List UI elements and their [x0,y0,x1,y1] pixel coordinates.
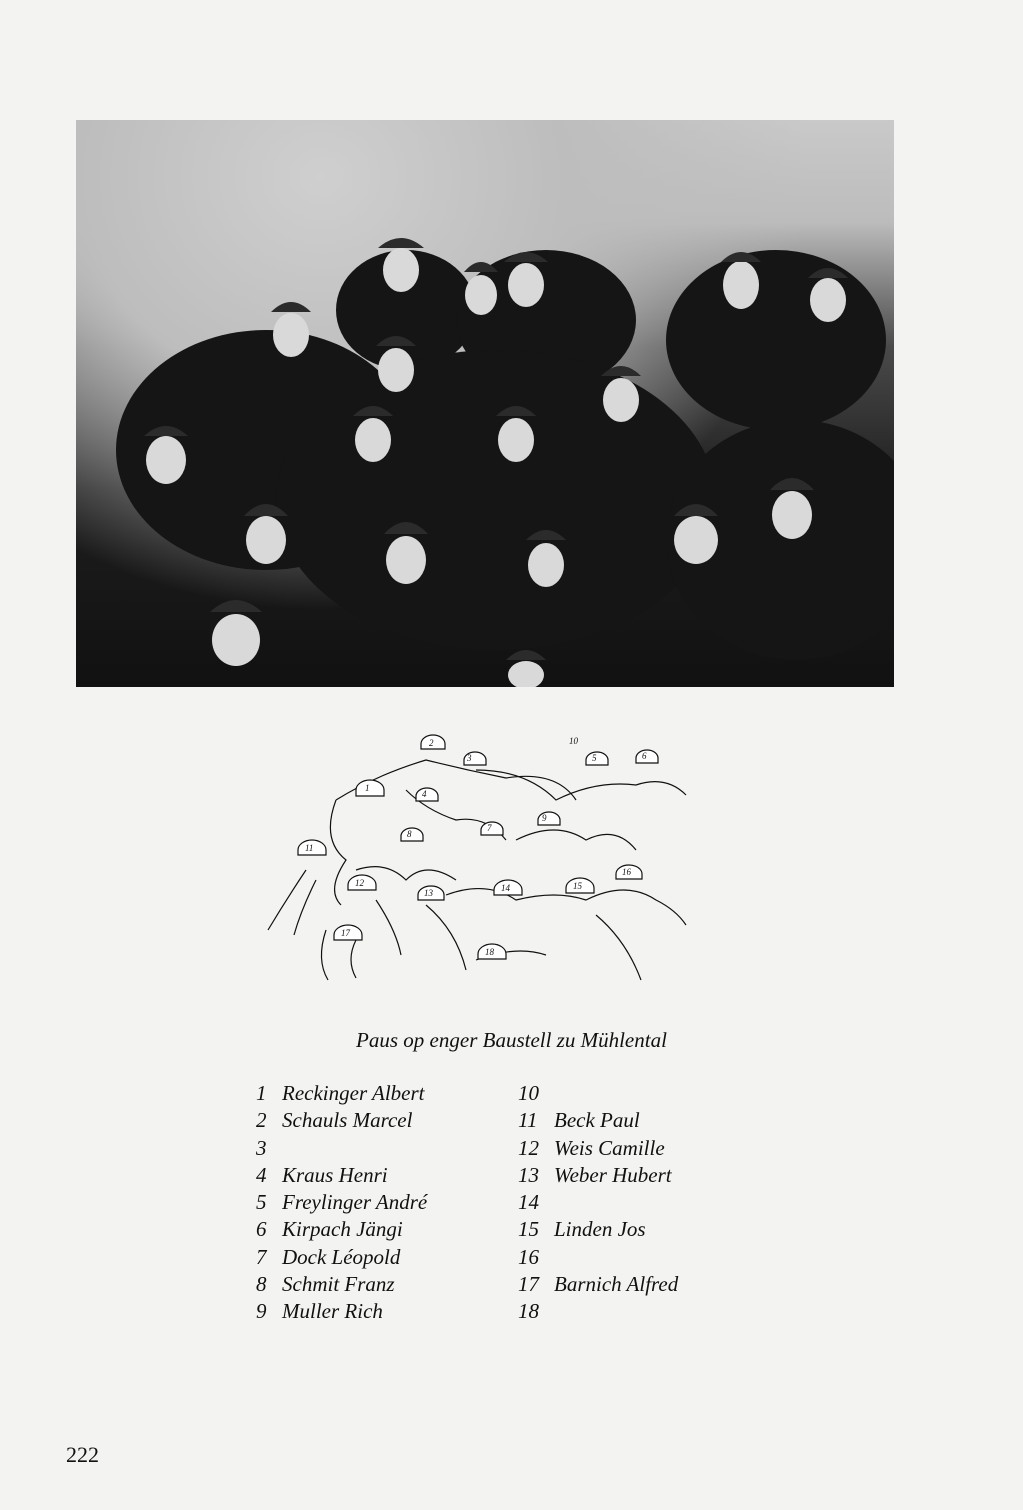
entry-number: 17 [518,1272,539,1297]
entry-number: 7 [256,1244,267,1269]
sketch-label: 12 [355,878,364,888]
sketch-label: 14 [501,883,510,893]
name-entry [256,1162,427,1189]
sketch-label: 15 [573,881,582,891]
group-photograph [76,120,894,687]
entry-number: 18 [518,1299,539,1324]
sketch-label: 17 [341,928,350,938]
entry-number: 11 [518,1108,538,1133]
identification-sketch [256,730,696,985]
entry-name: Linden Jos [554,1217,646,1242]
page-number: 222 [66,1442,99,1467]
entry-name: Barnich Alfred [554,1272,679,1297]
entry-name: Schmit Franz [282,1272,395,1297]
entry-number: 10 [518,1081,539,1105]
name-entry [256,1135,427,1162]
name-entry [256,1298,427,1325]
name-entry [518,1162,678,1189]
name-entry [518,1107,678,1134]
name-entry [256,1271,427,1298]
entry-name: Schauls Marcel [282,1108,413,1133]
entry-number: 2 [256,1108,267,1133]
sketch-label: 18 [485,947,494,957]
entry-number: 15 [518,1217,539,1242]
entry-name: Muller Rich [282,1299,383,1324]
sketch-label: 2 [429,738,434,748]
sketch-label: 8 [407,829,412,839]
name-entry [256,1216,427,1243]
name-entry [518,1244,678,1271]
name-entry [518,1271,678,1298]
name-entry [518,1080,678,1107]
photo-figures [76,120,894,687]
name-entry [256,1080,427,1107]
entry-number: 12 [518,1135,539,1160]
sketch-label: 16 [622,867,631,877]
sketch-label: 3 [467,753,472,763]
sketch-label: 10 [569,736,578,746]
name-list-left [256,1080,427,1326]
entry-name: Reckinger Albert [282,1081,425,1105]
entry-name: Weis Camille [554,1135,665,1160]
name-entry [518,1135,678,1162]
entry-name: Dock Léopold [282,1244,401,1269]
name-entry [256,1107,427,1134]
sketch-label: 6 [642,751,647,761]
name-entry [256,1244,427,1271]
entry-number: 4 [256,1162,267,1187]
sketch-label: 4 [422,789,427,799]
entry-name: Weber Hubert [554,1162,672,1187]
name-list-right [518,1080,678,1326]
sketch-label: 5 [592,753,597,763]
sketch-label: 7 [487,823,492,833]
entry-name: Kraus Henri [282,1162,388,1187]
entry-name: Freylinger André [282,1190,428,1215]
entry-name: Beck Paul [554,1108,640,1133]
entry-name: Kirpach Jängi [282,1217,403,1242]
name-entry [518,1216,678,1243]
sketch-label: 11 [305,843,314,853]
entry-number: 8 [256,1272,267,1297]
entry-number: 1 [256,1081,267,1105]
sketch-label: 9 [542,813,547,823]
entry-number: 5 [256,1190,267,1215]
entry-number: 3 [256,1135,267,1160]
photo-caption: Paus op enger Baustell zu Mühlental [356,1028,667,1052]
name-entry [518,1189,678,1216]
entry-number: 16 [518,1244,539,1269]
name-entry [256,1189,427,1216]
entry-number: 9 [256,1299,267,1324]
sketch-label: 13 [424,888,433,898]
entry-number: 13 [518,1162,539,1187]
entry-number: 14 [518,1190,539,1215]
sketch-label: 1 [365,783,370,793]
name-entry [518,1298,678,1325]
entry-number: 6 [256,1217,267,1242]
